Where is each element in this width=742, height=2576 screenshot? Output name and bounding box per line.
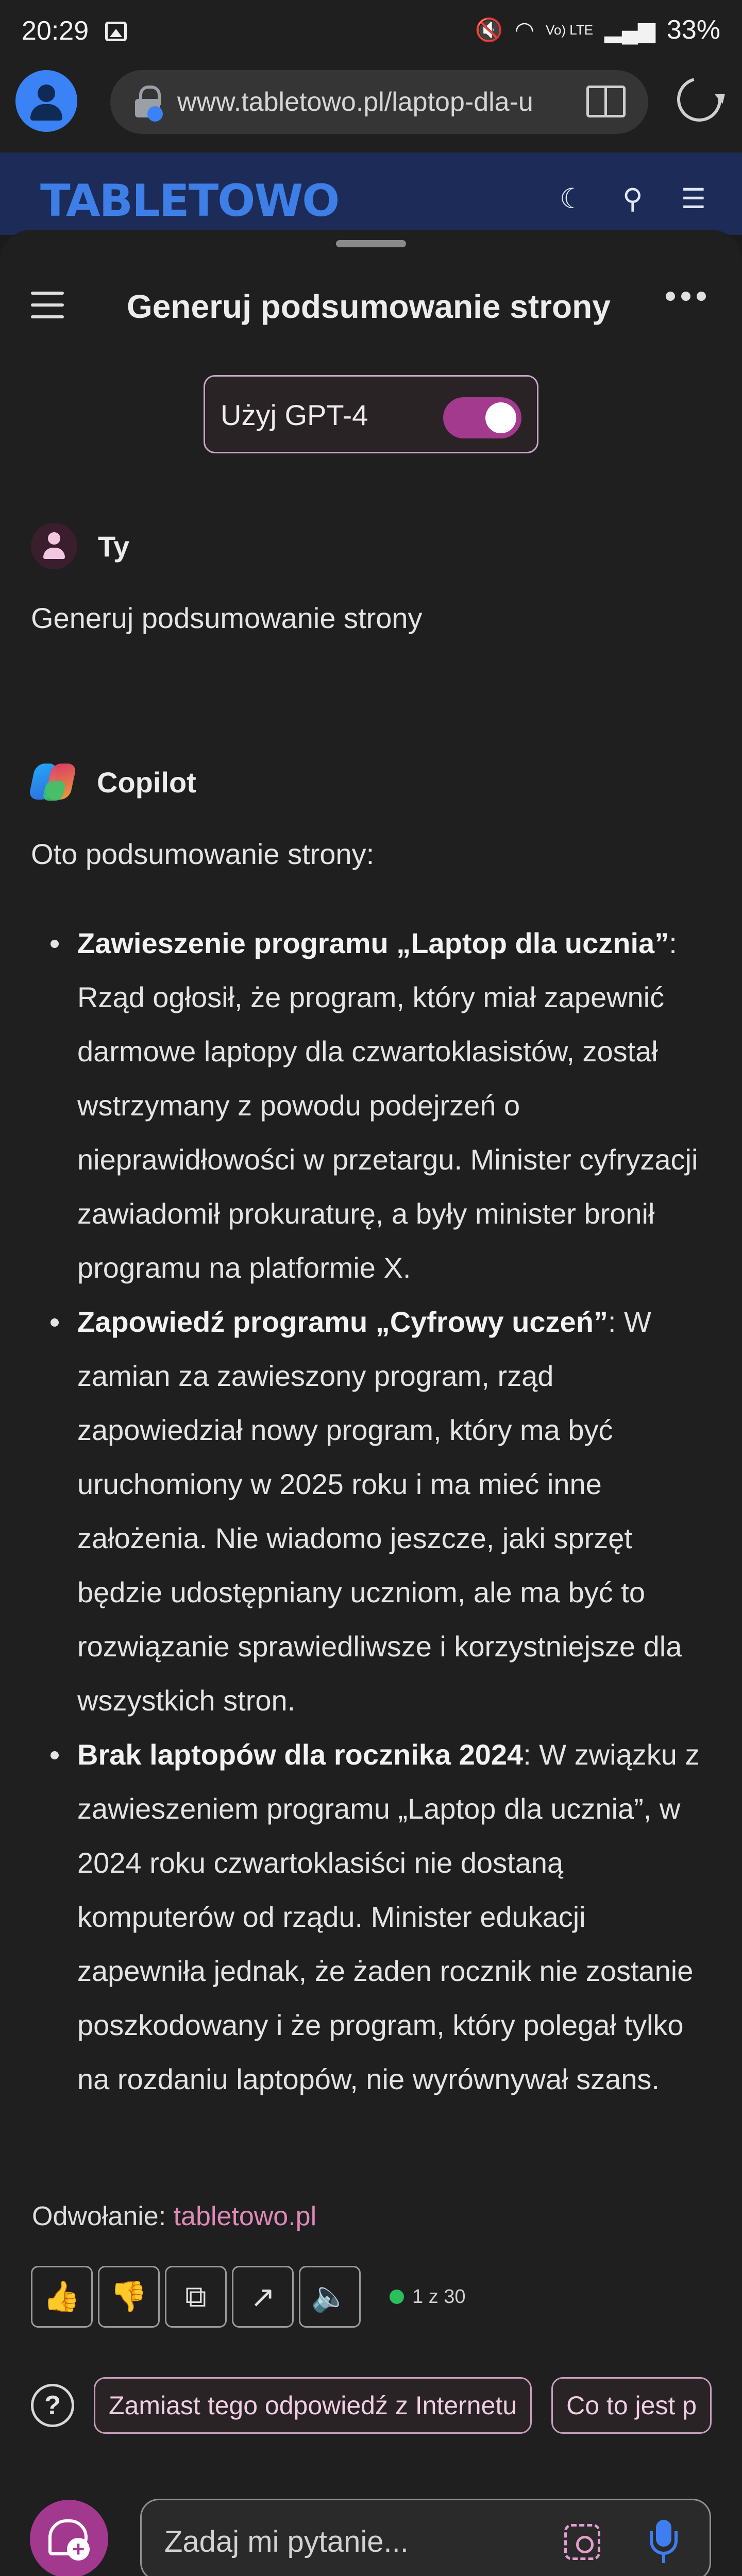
summary-item-title: Zapowiedź programu „Cyfrowy uczeń” xyxy=(77,1306,608,1338)
summary-list xyxy=(31,916,711,2106)
share-icon[interactable]: ↗ xyxy=(232,2266,294,2328)
copy-icon[interactable]: ⧉ xyxy=(165,2266,227,2328)
response-counter xyxy=(390,2286,466,2308)
summary-item-text: : Rząd ogłosił, że program, który miał zapewnić darmowe laptopy dla czwartoklasistów, został wstrzymany z powodu podejrzeń o nieprawidłowości w przetargu. Minister cyfryzacji zawiadomił prokuraturę, a były minister bronił programu na platformie X. xyxy=(77,927,698,1284)
moon-icon[interactable]: ☾ xyxy=(559,183,585,214)
message-actions xyxy=(31,2266,466,2328)
address-bar[interactable] xyxy=(110,70,648,134)
assistant-name: Copilot xyxy=(97,766,196,799)
person-icon xyxy=(38,84,55,102)
reload-icon[interactable] xyxy=(669,69,729,129)
summary-item-text: : W związku z zawieszeniem programu „Laptop dla ucznia”, w 2024 roku czwartoklasiści nie dostaną komputerów od rządu. Minister edukacji zapewniła jednak, że żaden rocznik nie zostanie poszkodowany i że program, który polegał tylko na rozdaniu laptopów, nie wyrównywał szans. xyxy=(77,1738,700,2095)
summary-item xyxy=(31,1295,711,1727)
browser-toolbar xyxy=(0,52,742,152)
summary-item xyxy=(31,1727,711,2106)
help-icon[interactable]: ? xyxy=(31,2384,74,2427)
reader-mode-icon[interactable] xyxy=(586,86,626,117)
copilot-logo-icon xyxy=(29,758,76,806)
search-icon[interactable]: ⚲ xyxy=(622,183,643,214)
gpt4-switch[interactable] xyxy=(443,397,521,438)
gpt4-toggle-card[interactable] xyxy=(204,375,538,453)
site-logo[interactable]: TABLETOWO xyxy=(40,175,339,227)
hamburger-menu-icon[interactable] xyxy=(31,292,64,318)
gpt4-toggle-label: Użyj GPT-4 xyxy=(221,399,368,431)
url-text[interactable]: www.tabletowo.pl/laptop-dla-u xyxy=(177,87,533,117)
panel-title: Generuj podsumowanie strony xyxy=(127,288,611,325)
suggestions-row xyxy=(31,2377,712,2434)
plus-icon: + xyxy=(67,2538,90,2561)
panel-header xyxy=(0,266,742,343)
composer xyxy=(140,2499,711,2576)
mute-icon: 🔇 xyxy=(475,18,503,43)
camera-icon[interactable] xyxy=(564,2524,600,2560)
signal-icon: ▂▄▆ xyxy=(604,17,655,43)
website-header xyxy=(0,152,742,235)
microphone-icon[interactable] xyxy=(646,2520,682,2564)
citation xyxy=(32,2201,316,2232)
summary-item-title: Zawieszenie programu „Laptop dla ucznia” xyxy=(77,927,669,959)
user-message-text: Generuj podsumowanie strony xyxy=(31,602,423,634)
switch-knob xyxy=(485,402,516,433)
citation-label: Odwołanie: xyxy=(32,2201,174,2231)
volte-icon: Vo) LTE xyxy=(546,22,594,38)
new-chat-button[interactable] xyxy=(30,2500,108,2576)
wifi-icon: ◠ xyxy=(514,17,535,43)
gallery-notification-icon xyxy=(105,22,127,41)
summary-item-text: : W zamian za zawieszony program, rząd zapowiedział nowy program, który ma być uruchomiony w 2025 roku i ma mieć inne założenia. Nie wiadomo jeszcze, jaki sprzęt będzie udostępniany uczniom, ale ma być to rozwiązanie sprawiedliwsze i korzystniejsze dla wszystkich stron. xyxy=(77,1306,682,1717)
summary-item xyxy=(31,916,711,1295)
profile-avatar-button[interactable] xyxy=(15,70,77,132)
copilot-message-header xyxy=(29,758,196,806)
suggestion-chip[interactable]: Zamiast tego odpowiedź z Internetu xyxy=(94,2377,532,2434)
status-time: 20:29 xyxy=(22,16,89,46)
thumbs-up-icon[interactable]: 👍 xyxy=(31,2266,93,2328)
lock-icon[interactable] xyxy=(135,86,164,118)
assistant-intro: Oto podsumowanie strony: xyxy=(31,838,375,870)
user-message-header xyxy=(31,523,129,569)
citation-link[interactable]: tabletowo.pl xyxy=(173,2201,317,2231)
drag-handle[interactable] xyxy=(336,240,406,247)
counter-text: 1 z 30 xyxy=(412,2285,466,2308)
status-dot-icon xyxy=(390,2290,404,2304)
suggestion-chip[interactable]: Co to jest p xyxy=(551,2377,712,2434)
menu-icon[interactable]: ☰ xyxy=(681,183,706,214)
user-name: Ty xyxy=(98,530,130,563)
summary-item-title: Brak laptopów dla rocznika 2024 xyxy=(77,1738,524,1771)
battery-level: 33% xyxy=(666,15,720,45)
read-aloud-icon[interactable]: 🔈 xyxy=(299,2266,361,2328)
more-options-icon[interactable] xyxy=(666,292,706,301)
status-icons xyxy=(475,14,720,45)
thumbs-down-icon[interactable]: 👎 xyxy=(98,2266,160,2328)
user-avatar-icon xyxy=(31,523,77,569)
status-bar xyxy=(0,0,742,52)
ask-input[interactable] xyxy=(164,2521,525,2562)
